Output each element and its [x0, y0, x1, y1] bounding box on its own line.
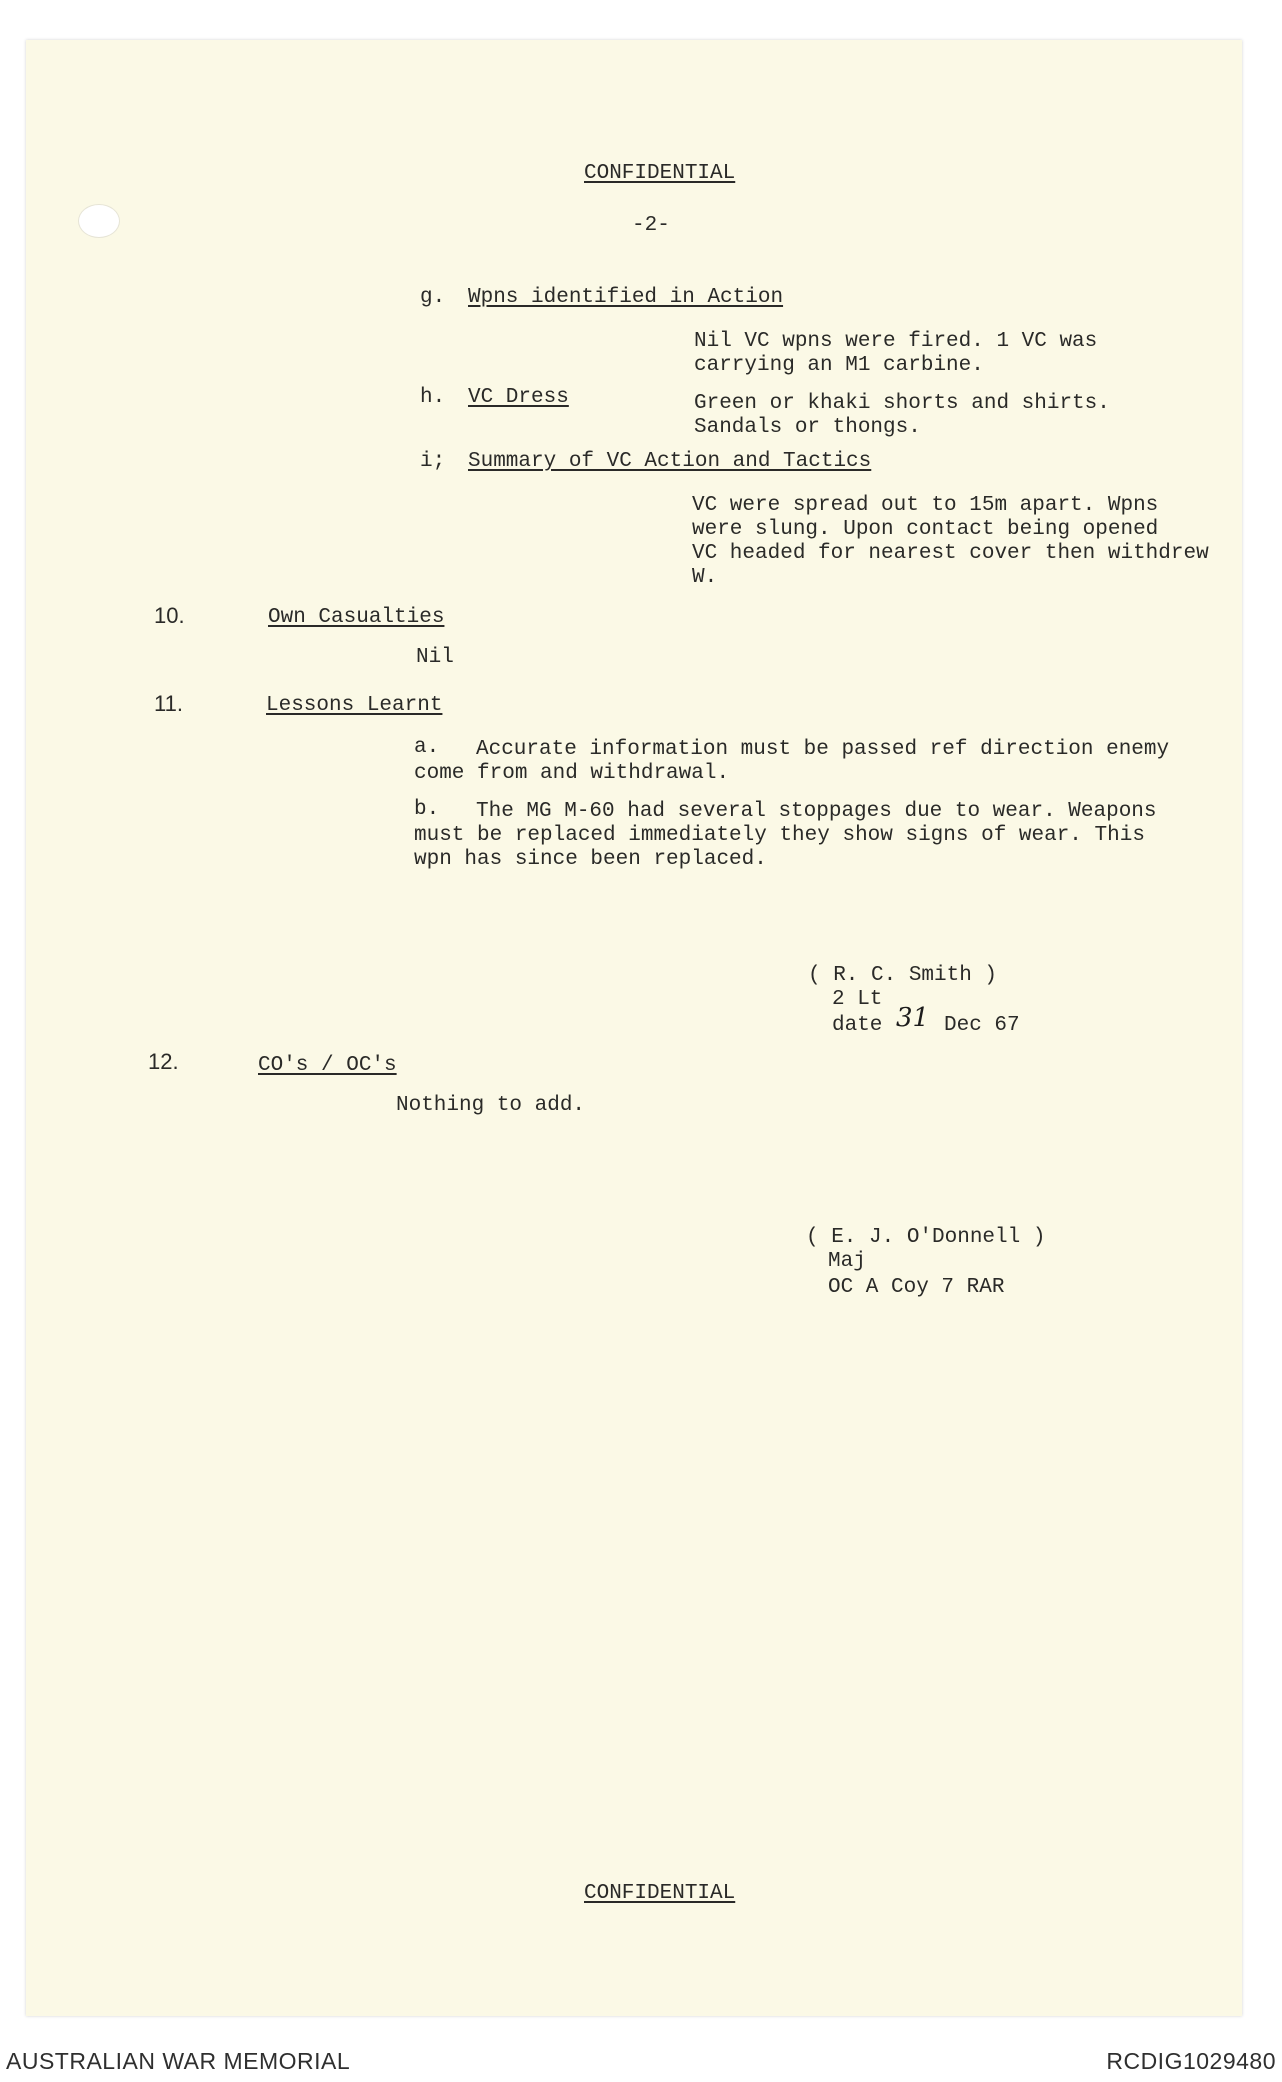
item-h-line-2: Sandals or thongs. — [694, 416, 921, 439]
item-i-title: Summary of VC Action and Tactics — [468, 450, 872, 473]
signature-2-rank: Maj — [828, 1250, 866, 1273]
section-12-text: Nothing to add. — [396, 1094, 586, 1117]
item-i-letter: i; — [420, 450, 446, 473]
signature-1-name: ( R. C. Smith ) — [808, 964, 998, 987]
section-10-number: 10. — [154, 603, 185, 628]
signature-1-date-day: 31 — [896, 1003, 930, 1033]
page-number: -2- — [632, 214, 670, 237]
lesson-a-letter: a. — [414, 736, 440, 759]
section-11-number: 11. — [154, 691, 183, 716]
section-12-title: CO's / OC's — [258, 1054, 397, 1077]
signature-2-unit: OC A Coy 7 RAR — [828, 1276, 1005, 1299]
signature-2-name: ( E. J. O'Donnell ) — [806, 1226, 1046, 1249]
item-g-title: Wpns identified in Action — [468, 286, 784, 309]
item-h-title: VC Dress — [468, 386, 569, 409]
item-i-line-4: W. — [692, 566, 718, 589]
item-i-line-1: VC were spread out to 15m apart. Wpns — [692, 494, 1159, 517]
section-10-title: Own Casualties — [268, 606, 445, 629]
item-h-line-1: Green or khaki shorts and shirts. — [694, 392, 1110, 415]
archive-label: AUSTRALIAN WAR MEMORIAL — [6, 2048, 351, 2074]
signature-1-date-label: date — [832, 1014, 883, 1037]
section-10-text: Nil — [416, 646, 454, 669]
item-g-line-2: carrying an M1 carbine. — [694, 354, 984, 377]
punch-hole — [78, 204, 120, 238]
lesson-a-line-1: Accurate information must be passed ref direction enemy — [476, 738, 1170, 761]
section-11-title: Lessons Learnt — [266, 694, 443, 717]
signature-1-rank: 2 Lt — [832, 988, 883, 1011]
section-12-number: 12. — [148, 1049, 179, 1074]
lesson-a-line-2: come from and withdrawal. — [414, 762, 730, 785]
archive-id: RCDIG1029480 — [1106, 2048, 1276, 2074]
classification-footer: CONFIDENTIAL — [584, 1882, 736, 1905]
classification-header: CONFIDENTIAL — [584, 162, 736, 185]
lesson-b-line-1: The MG M-60 had several stoppages due to wear. Weapons — [476, 800, 1157, 823]
lesson-b-line-3: wpn has since been replaced. — [414, 848, 767, 871]
item-g-line-1: Nil VC wpns were fired. 1 VC was — [694, 330, 1098, 353]
item-i-line-2: were slung. Upon contact being opened — [692, 518, 1159, 541]
item-h-letter: h. — [420, 386, 446, 409]
item-g-letter: g. — [420, 286, 446, 309]
lesson-b-letter: b. — [414, 798, 440, 821]
signature-1-date-rest: Dec 67 — [944, 1014, 1020, 1037]
lesson-b-line-2: must be replaced immediately they show signs of wear. This — [414, 824, 1145, 847]
item-i-line-3: VC headed for nearest cover then withdrew — [692, 542, 1209, 565]
